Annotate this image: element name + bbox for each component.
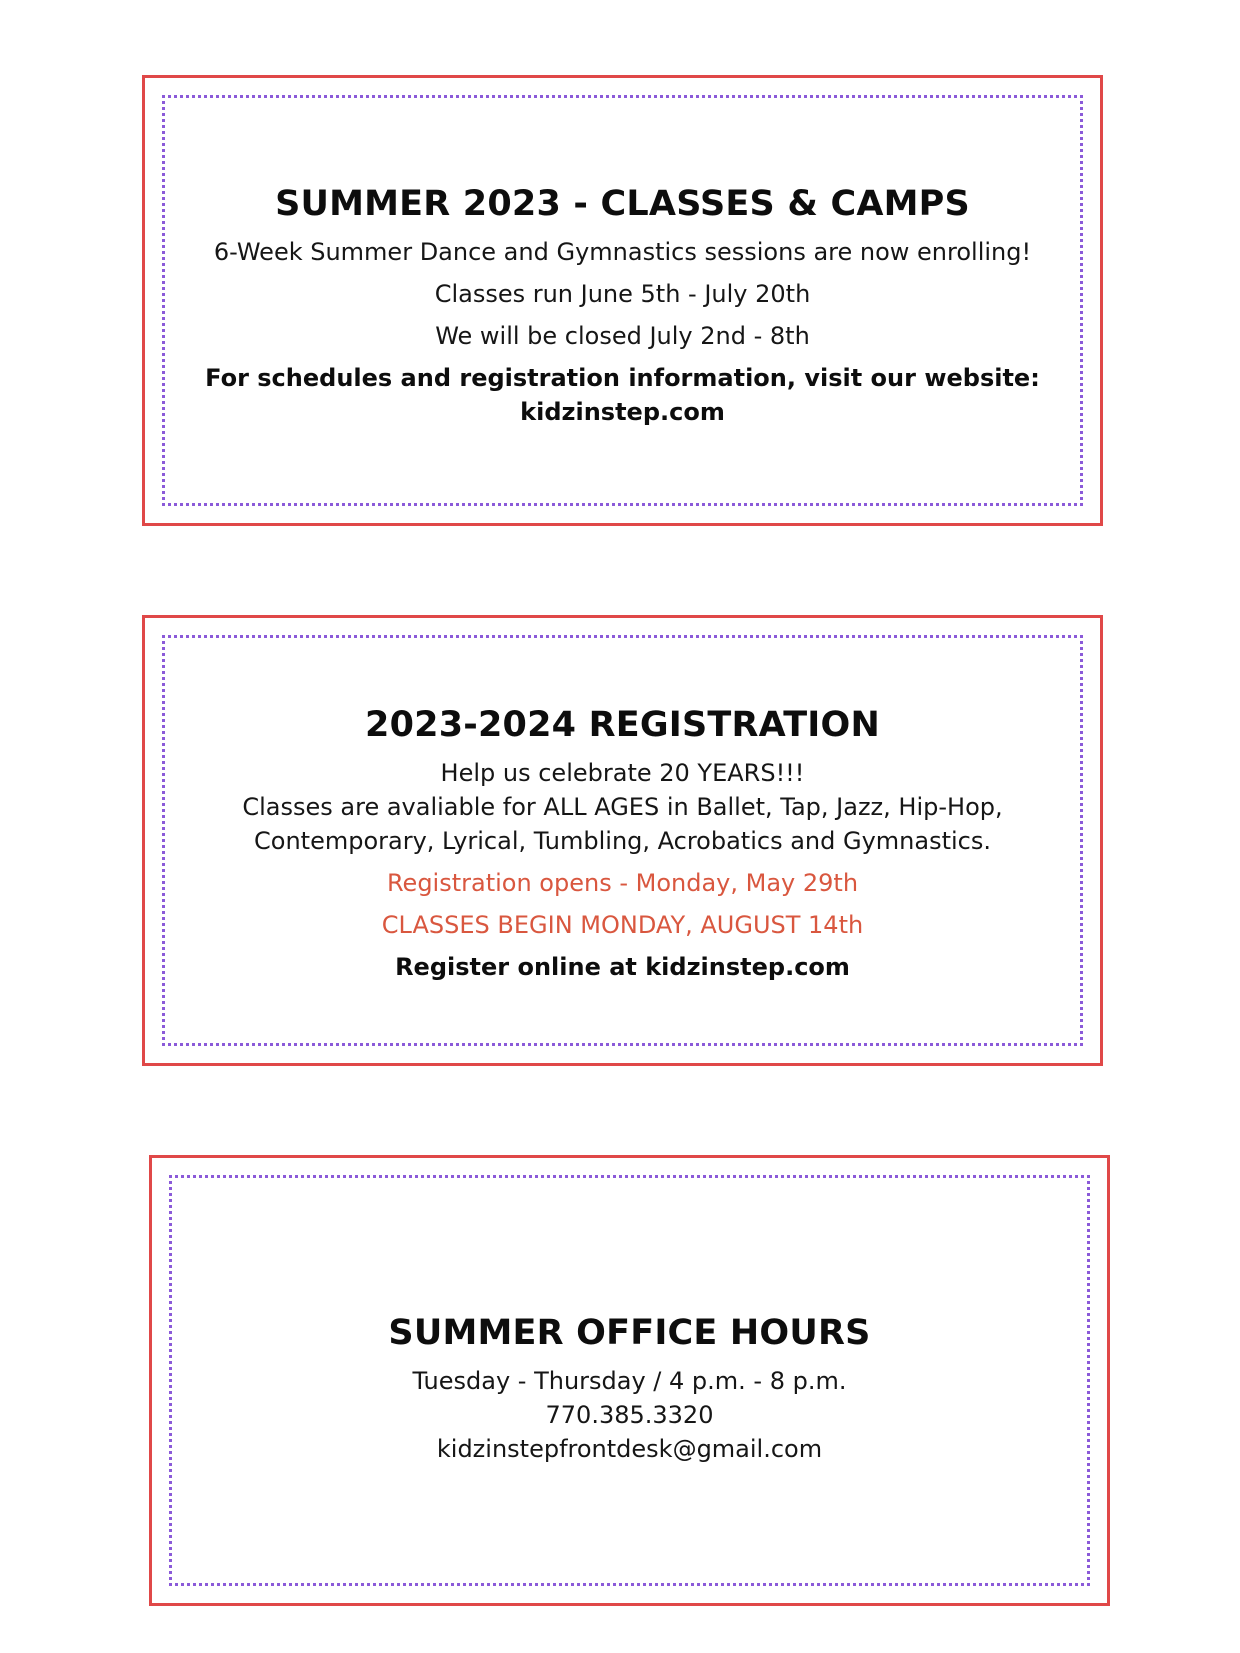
summer-classes-inner-frame xyxy=(162,95,1083,506)
registration-classes-text: Classes are avaliable for ALL AGES in Ballet, Tap, Jazz, Hip-Hop, xyxy=(242,792,1003,821)
registration-styles-text: Contemporary, Lyrical, Tumbling, Acrobatics and Gymnastics. xyxy=(254,826,991,855)
registration-card xyxy=(142,615,1103,1066)
office-phone-number[interactable]: 770.385.3320 xyxy=(545,1400,714,1429)
registration-title: 2023-2024 REGISTRATION xyxy=(365,704,880,745)
office-hours-inner-frame xyxy=(169,1175,1090,1586)
office-hours-card xyxy=(149,1155,1110,1606)
office-email-address[interactable]: kidzinstepfrontdesk@gmail.com xyxy=(436,1434,823,1463)
office-hours-schedule: Tuesday - Thursday / 4 p.m. - 8 p.m. xyxy=(412,1366,847,1395)
summer-classes-card xyxy=(142,75,1103,526)
summer-info-text: For schedules and registration information, visit our website: xyxy=(205,363,1040,392)
registration-celebrate-text: Help us celebrate 20 YEARS!!! xyxy=(440,758,805,787)
classes-begin-date: CLASSES BEGIN MONDAY, AUGUST 14th xyxy=(381,910,864,939)
register-online-link[interactable]: Register online at kidzinstep.com xyxy=(395,952,850,981)
summer-class-dates: Classes run June 5th - July 20th xyxy=(434,279,811,308)
registration-inner-frame xyxy=(162,635,1083,1046)
summer-website-link[interactable]: kidzinstep.com xyxy=(520,397,725,426)
registration-opens-date: Registration opens - Monday, May 29th xyxy=(386,868,859,897)
summer-enrolling-text: 6-Week Summer Dance and Gymnastics sessions are now enrolling! xyxy=(213,237,1032,266)
office-hours-title: SUMMER OFFICE HOURS xyxy=(388,1312,871,1353)
summer-closed-dates: We will be closed July 2nd - 8th xyxy=(435,321,810,350)
summer-classes-title: SUMMER 2023 - CLASSES & CAMPS xyxy=(275,183,970,224)
